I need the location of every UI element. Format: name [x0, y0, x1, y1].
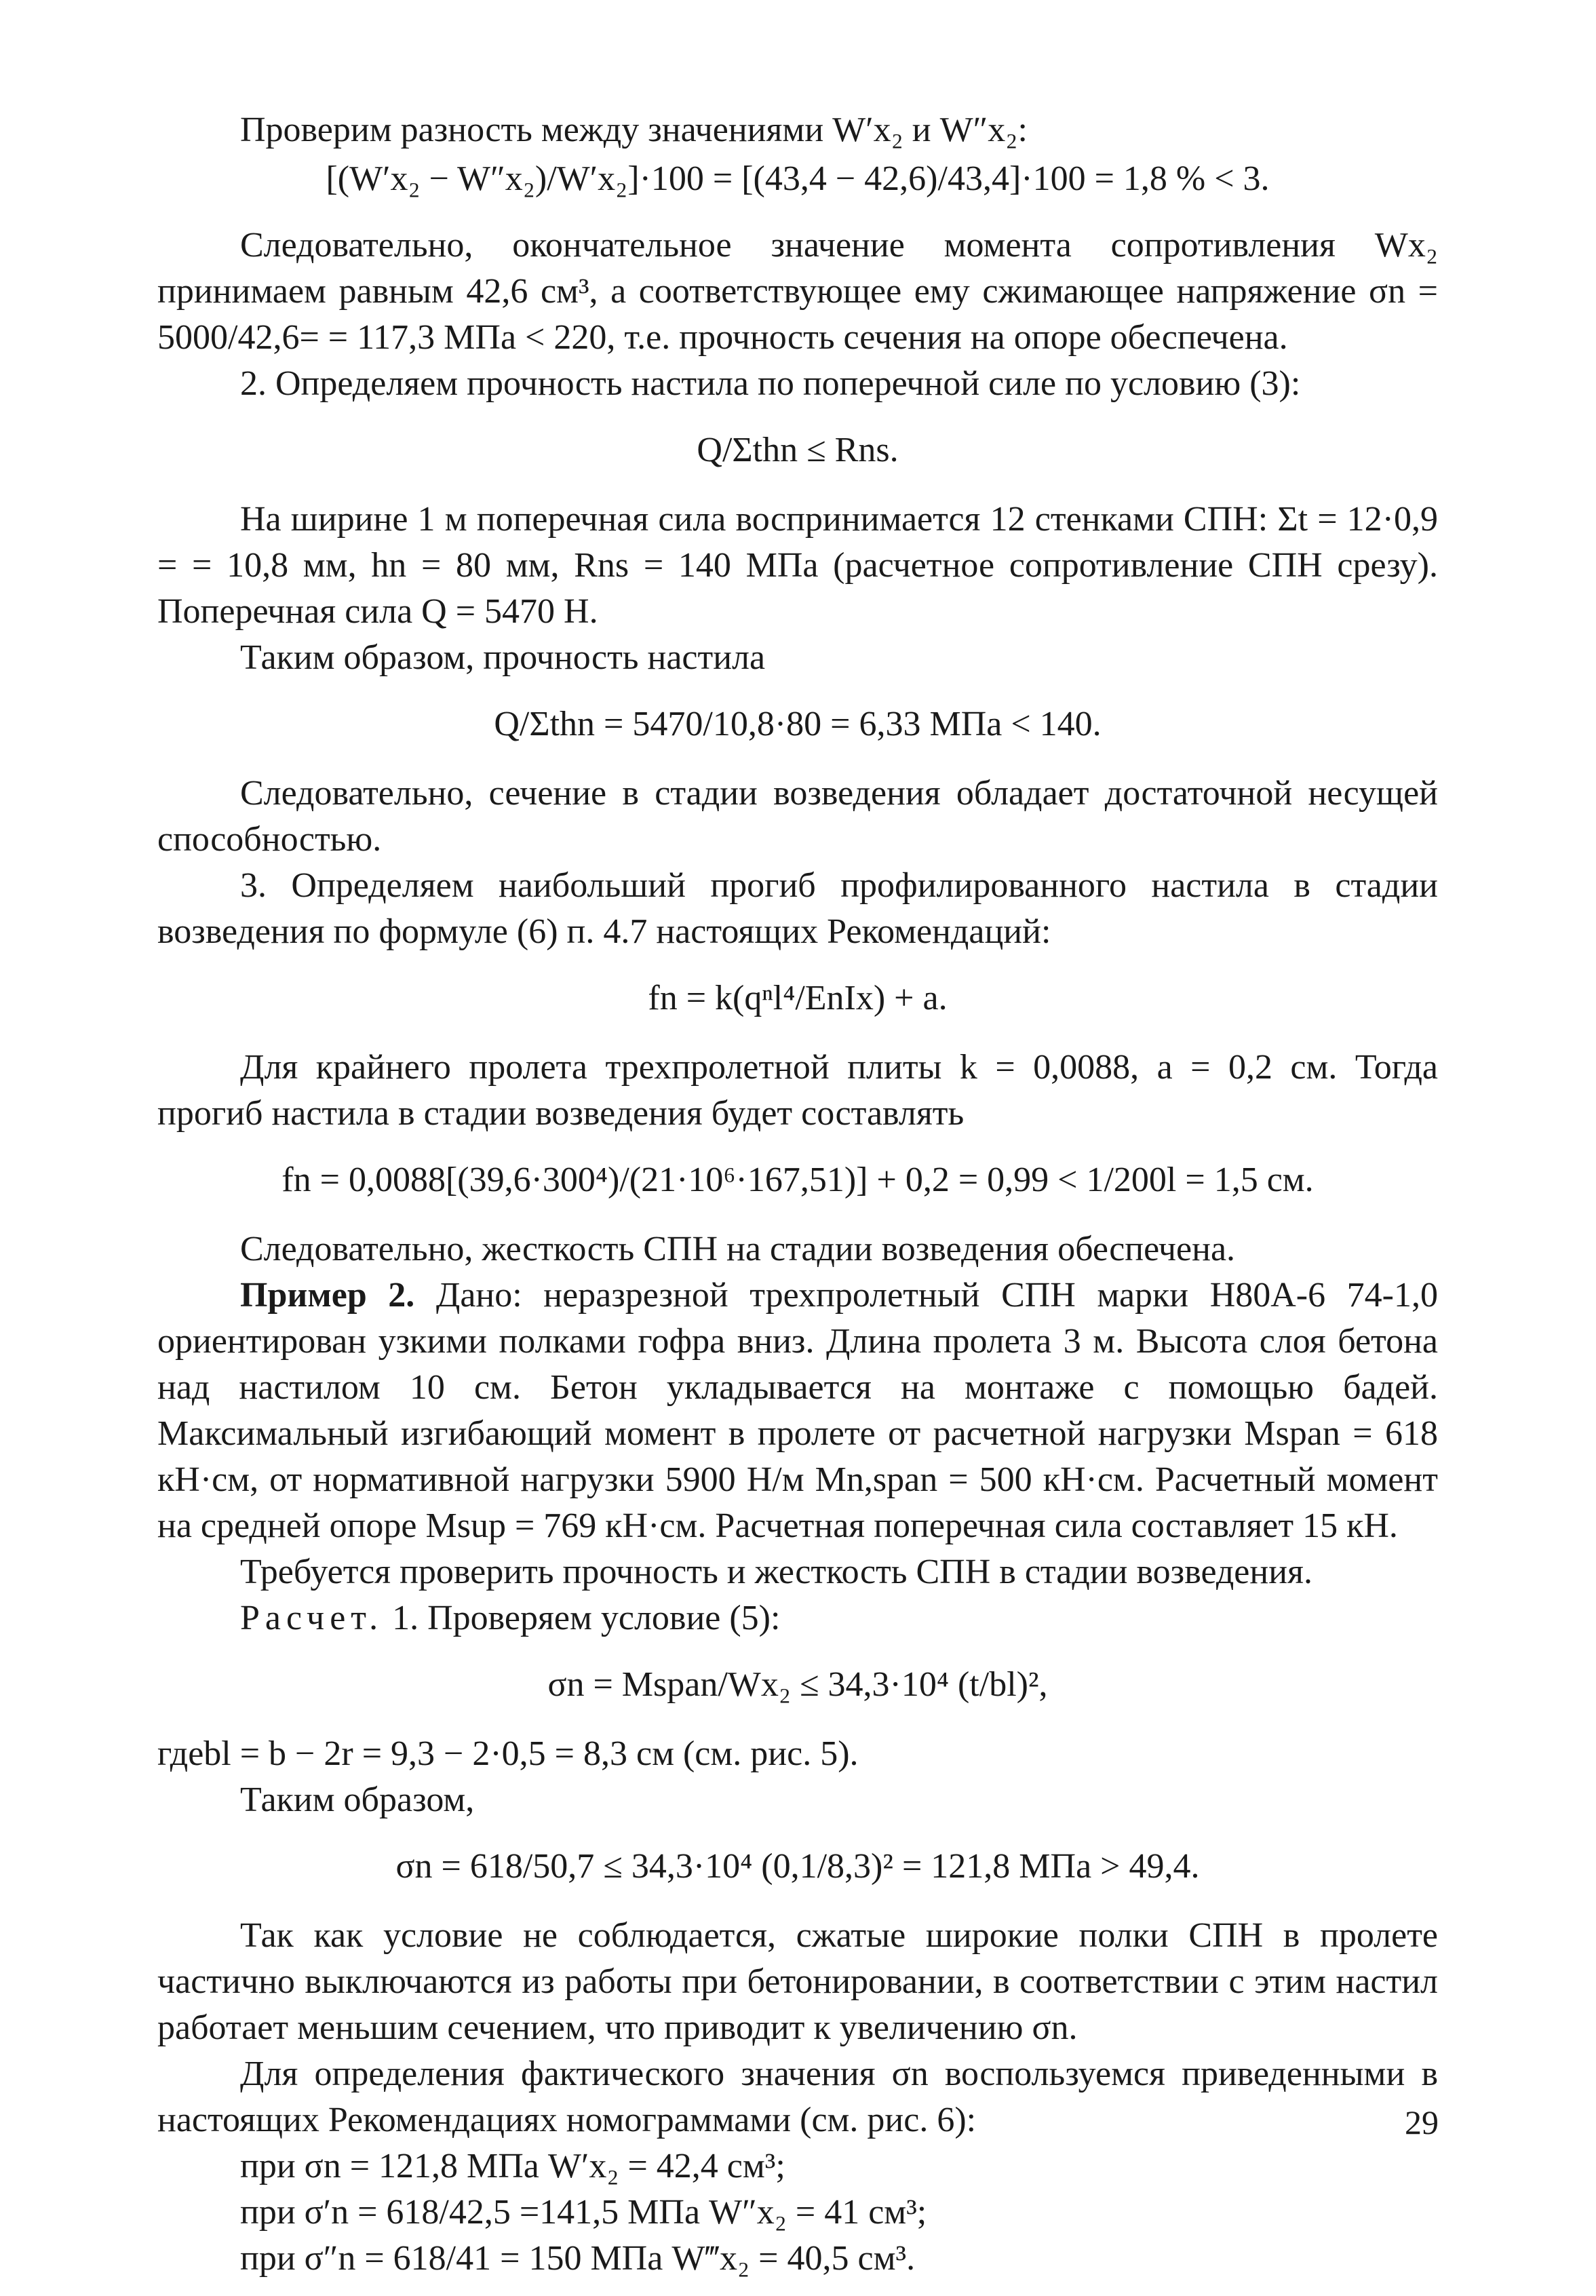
where-text: bl = b − 2r = 9,3 − 2·0,5 = 8,3 см (см. рис. 5). — [203, 1734, 859, 1773]
where-label: где — [157, 1734, 204, 1773]
paragraph: Для крайнего пролета трехпролетной плиты k = 0,0088, a = 0,2 см. Тогда прогиб настила в стадии возведения будет составлять — [157, 1048, 1438, 1133]
paragraph: Таким образом, прочность настила — [240, 638, 766, 677]
calc-text: 1. Проверяем условие (5): — [383, 1599, 781, 1637]
paragraph: Таким образом, — [240, 1781, 475, 1819]
paragraph: Требуется проверить прочность и жесткость СПН в стадии возведения. — [240, 1553, 1312, 1591]
formula: σn = Mspan/Wx₂ ≤ 34,3·10⁴ (t/bl)², — [547, 1665, 1048, 1704]
page-number: 29 — [1405, 2103, 1439, 2141]
list-item: при σn = 121,8 МПа W′x₂ = 42,4 см³; — [240, 2147, 785, 2185]
paragraph: Следовательно, жесткость СПН на стадии возведения обеспечена. — [240, 1230, 1236, 1268]
formula: fn = 0,0088[(39,6·300⁴)/(21·10⁶·167,51)] + 0,2 = 0,99 < 1/200l = 1,5 см. — [281, 1161, 1314, 1199]
example-paragraph — [157, 1272, 1438, 1549]
example-heading: Пример 2. — [240, 1276, 415, 1315]
paragraph: Проверим разность между значениями W′x₂ и W″x₂: — [240, 111, 1028, 149]
paragraph: Для определения фактического значения σn воспользуемся приведенными в настоящих Рекомендациях номограммами (см. рис. 6): — [157, 2055, 1438, 2139]
list-item: при σ′n = 618/42,5 =141,5 МПа W″x₂ = 41 см³; — [240, 2193, 927, 2232]
paragraph: Следовательно, сечение в стадии возведения обладает достаточной несущей способностью. — [157, 774, 1438, 859]
paragraph: Так как условие не соблюдается, сжатые широкие полки СПН в пролете частично выключаются из работы при бетонировании, в соответствии с этим настил работает меньшим сечением, что приводит к увеличению σn. — [157, 1916, 1438, 2047]
calc-paragraph — [157, 1595, 1438, 1641]
example-text: Дано: неразрезной трехпролетный СПН марки Н80А-6 74-1,0 ориентирован узкими полками гофра вниз. Длина пролета 3 м. Высота слоя бетона над настилом 10 см. Бетон укладывается на монтаже с помощью бадей. Максимальный изгибающий момент в пролете от расчетной нагрузки Mspan = 618 кН·см, от нормативной нагрузки 5900 Н/м Mn,span = 500 кН·см. Расчетный момент на средней опоре Msup = 769 кН·см. Расчетная поперечная сила составляет 15 кН. — [157, 1276, 1438, 1545]
formula: Q/Σthn ≤ Rns. — [697, 431, 899, 469]
formula: σn = 618/50,7 ≤ 34,3·10⁴ (0,1/8,3)² = 121,8 МПа > 49,4. — [395, 1847, 1200, 1886]
where-line — [157, 1731, 1438, 1777]
paragraph: Следовательно, окончательное значение момента сопротивления Wx₂ принимаем равным 42,6 см³, а соответствующее ему сжимающее напряжение σn = 5000/42,6= = 117,3 МПа < 220, т.е. прочность сечения на опоре обеспечена. — [157, 226, 1438, 357]
paragraph: На ширине 1 м поперечная сила воспринимается 12 стенками СПН: Σt = 12·0,9 = = 10,8 мм, hn = 80 мм, Rns = 140 МПа (расчетное сопротивление СПН срезу). Поперечная сила Q = 5470 Н. — [157, 500, 1438, 631]
formula: Q/Σthn = 5470/10,8·80 = 6,33 МПа < 140. — [494, 705, 1102, 743]
paragraph: 3. Определяем наибольший прогиб профилированного настила в стадии возведения по формуле (6) п. 4.7 настоящих Рекомендаций: — [157, 866, 1438, 951]
paragraph: 2. Определяем прочность настила по поперечной силе по условию (3): — [240, 364, 1301, 403]
calc-heading: Расчет. — [240, 1599, 384, 1637]
list-item: при σ″n = 618/41 = 150 МПа W‴x₂ = 40,5 см³. — [240, 2239, 916, 2278]
formula: [(W′x₂ − W″x₂)/W′x₂]·100 = [(43,4 − 42,6)/43,4]·100 = 1,8 % < 3. — [326, 159, 1270, 198]
formula: fn = k(qⁿl⁴/EnIx) + a. — [648, 979, 948, 1017]
page-body — [157, 107, 1438, 2282]
